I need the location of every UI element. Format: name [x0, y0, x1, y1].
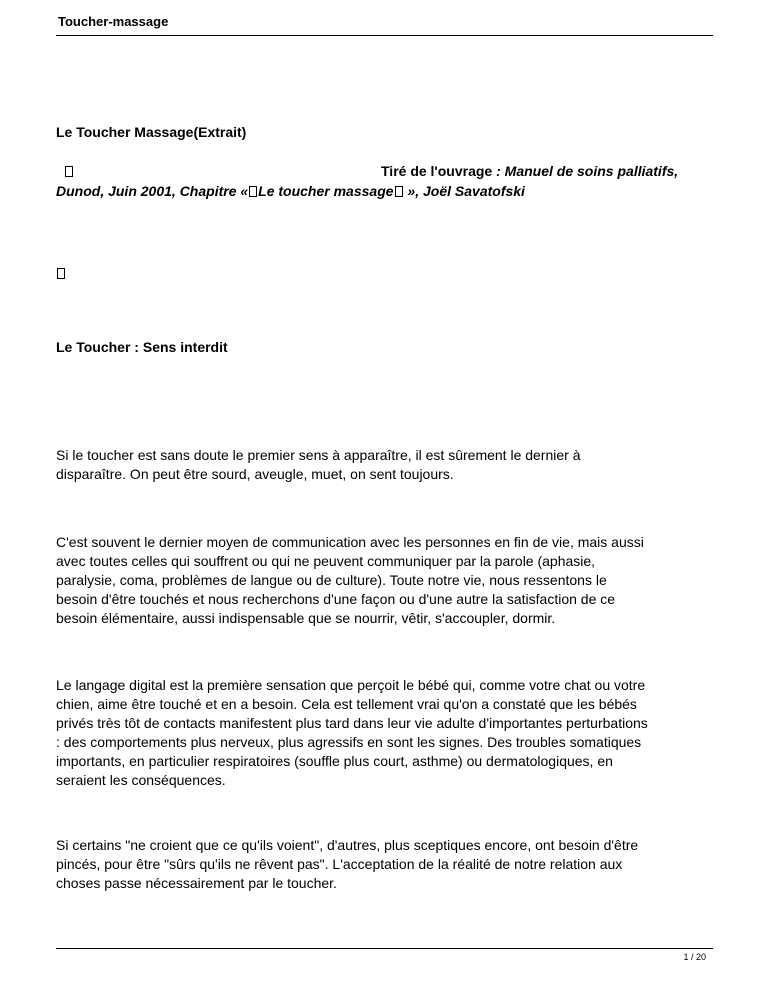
paragraph-line: paralysie, coma, problèmes de langue ou de culture). Toute notre vie, nous ressentons le: [56, 572, 607, 588]
paragraph-line: avec toutes celles qui souffrent ou qui ne peuvent communiquer par la parole (aphasie,: [56, 553, 596, 569]
citation-chapter: Le toucher massage: [258, 183, 394, 199]
citation-indent: [56, 161, 381, 181]
paragraph: [56, 446, 721, 484]
paragraph-line: besoin élémentaire, aussi indispensable que se nourrir, vêtir, s'accoupler, dormir.: [56, 610, 556, 626]
citation-prefix: Tiré de l'ouvrage: [381, 163, 493, 179]
paragraph-line: Si le toucher est sans doute le premier sens à apparaître, il est sûrement le dernier à: [56, 447, 581, 463]
header-divider: [56, 35, 713, 36]
paragraph-line: disparaître. On peut être sourd, aveugle, muet, on sent toujours.: [56, 466, 454, 482]
paragraph-line: importants, en particulier respiratoires (souffle plus court, asthme) ou dermatologiques, en: [56, 753, 613, 769]
running-header-title: Toucher-massage: [58, 14, 169, 29]
citation-publisher: Dunod, Juin 2001, Chapitre «: [56, 183, 249, 199]
missing-glyph-icon: [395, 186, 403, 197]
missing-glyph-line: [56, 265, 66, 283]
paragraph: [56, 533, 721, 628]
paragraph-line: besoin d'être touchés et nous recherchons d'une façon ou d'une autre la satisfaction de ce: [56, 591, 616, 607]
paragraph: [56, 836, 721, 893]
missing-glyph-icon: [249, 186, 257, 197]
citation-book-title: : Manuel de soins palliatifs,: [492, 163, 679, 179]
paragraph: [56, 676, 721, 790]
paragraph-line: Le langage digital est la première sensation que perçoit le bébé qui, comme votre chat ou votre: [56, 677, 646, 693]
paragraph-line: Si certains "ne croient que ce qu'ils voient", d'autres, plus sceptiques encore, ont besoin d'être: [56, 837, 639, 853]
source-citation: [56, 161, 716, 201]
document-title: Le Toucher Massage(Extrait): [56, 124, 247, 140]
section-heading: Le Toucher : Sens interdit: [56, 339, 228, 355]
paragraph-line: choses passe nécessairement par le toucher.: [56, 875, 337, 891]
paragraph-line: privés très tôt de contacts manifestent plus tard dans leur vie adulte d'importantes perturbations: [56, 715, 648, 731]
paragraph-line: pincés, pour être "sûrs qu'ils ne rêvent pas". L'acceptation de la réalité de notre relation aux: [56, 856, 623, 872]
paragraph-line: : des comportements plus nerveux, plus agressifs en sont les signes. Des troubles somatiques: [56, 734, 642, 750]
footer-divider: [56, 948, 713, 949]
paragraph-line: seraient les conséquences.: [56, 772, 226, 788]
page-number: 1 / 20: [683, 952, 706, 962]
missing-glyph-icon: [57, 268, 65, 279]
paragraph-line: chien, aime être touché et en a besoin. Cela est tellement vrai qu'on a constaté que les bébés: [56, 696, 637, 712]
missing-glyph-icon: [65, 166, 73, 177]
paragraph-line: C'est souvent le dernier moyen de communication avec les personnes en fin de vie, mais aussi: [56, 534, 644, 550]
citation-author: », Joël Savatofski: [403, 183, 525, 199]
